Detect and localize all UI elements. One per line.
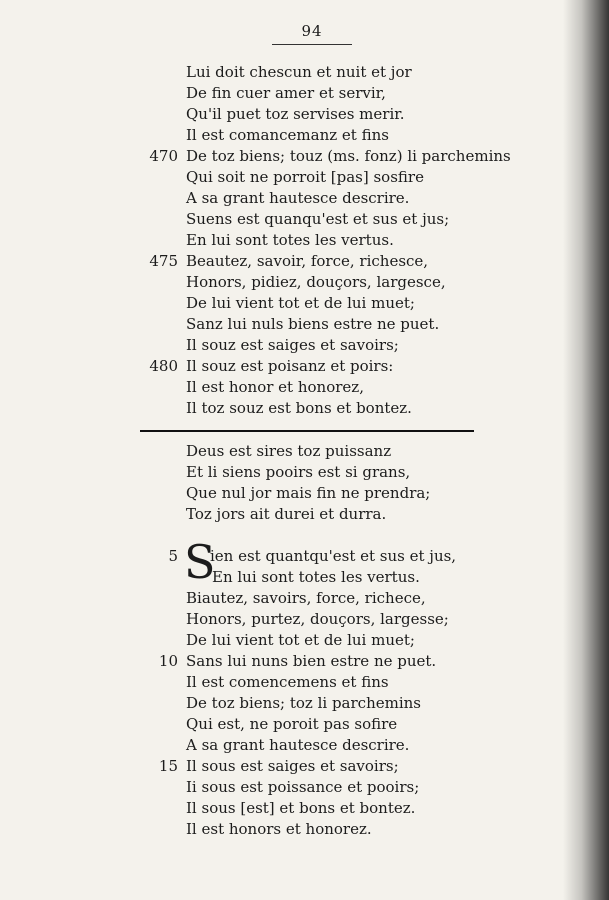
drop-cap: S xyxy=(184,535,216,589)
verse-line: Qui soit ne porroit [pas] sosfire xyxy=(186,168,424,186)
verse-line: En lui sont totes les vertus. xyxy=(186,231,394,249)
verse-line: De fin cuer amer et servir, xyxy=(186,84,386,102)
verse-line: Biautez, savoirs, force, richece, xyxy=(186,589,426,607)
verse-line: Qui est, ne poroit pas sofire xyxy=(186,715,398,733)
page-gutter-shadow xyxy=(563,0,609,900)
verse-line: Suens est quanqu'est et sus et jus; xyxy=(186,210,450,228)
verse-line: Il souz est saiges et savoirs; xyxy=(186,336,399,354)
page-number-rule xyxy=(272,44,352,45)
verse-line: De toz biens; toz li parchemins xyxy=(186,694,421,712)
verse-line: Il est honor et honorez, xyxy=(186,378,364,396)
verse-line: De toz biens; touz (ms. fonz) li parchemins xyxy=(186,147,511,165)
verse-line: Il souz est poisanz et poirs: xyxy=(186,357,394,375)
verse-line: Honors, purtez, douçors, largesse; xyxy=(186,610,449,628)
line-number: 480 xyxy=(149,357,178,375)
verse-line: Il est honors et honorez. xyxy=(186,820,372,838)
verse-line: Il est comancemanz et fins xyxy=(186,126,389,144)
verse-line: Il sous est saiges et savoirs; xyxy=(186,757,399,775)
verse-line: De lui vient tot et de lui muet; xyxy=(186,631,415,649)
verse-line: A sa grant hautesce descrire. xyxy=(186,736,410,754)
line-number: 5 xyxy=(168,547,178,565)
verse-line: Qu'il puet toz servises merir. xyxy=(186,105,405,123)
line-number: 15 xyxy=(158,757,178,775)
section-divider xyxy=(140,430,474,432)
verse-line: Il est comencemens et fins xyxy=(186,673,389,691)
page-number: 94 xyxy=(301,22,323,40)
verse-line: Ii sous est poissance et pooirs; xyxy=(186,778,420,796)
verse-line: Sans lui nuns bien estre ne puet. xyxy=(186,652,437,670)
verse-line: Que nul jor mais fin ne prendra; xyxy=(186,484,431,502)
verse-line: Et li siens pooirs est si grans, xyxy=(186,463,411,481)
line-number: 475 xyxy=(149,252,178,270)
verse-line: Honors, pidiez, douçors, largesce, xyxy=(186,273,446,291)
verse-line: Beautez, savoir, force, richesce, xyxy=(186,252,429,270)
verse-line: A sa grant hautesce descrire. xyxy=(186,189,410,207)
verse-line: De lui vient tot et de lui muet; xyxy=(186,294,415,312)
line-number: 470 xyxy=(149,147,178,165)
verse-line: Toz jors ait durei et durra. xyxy=(186,505,387,523)
verse-line: ien est quantqu'est et sus et jus, xyxy=(210,547,457,565)
verse-line: Sanz lui nuls biens estre ne puet. xyxy=(186,315,440,333)
verse-line: Deus est sires toz puissanz xyxy=(186,442,392,460)
verse-line: Il sous [est] et bons et bontez. xyxy=(186,799,416,817)
verse-line: Il toz souz est bons et bontez. xyxy=(186,399,412,417)
line-number: 10 xyxy=(158,652,178,670)
verse-line: En lui sont totes les vertus. xyxy=(212,568,420,586)
verse-line: Lui doit chescun et nuit et jor xyxy=(186,63,412,81)
